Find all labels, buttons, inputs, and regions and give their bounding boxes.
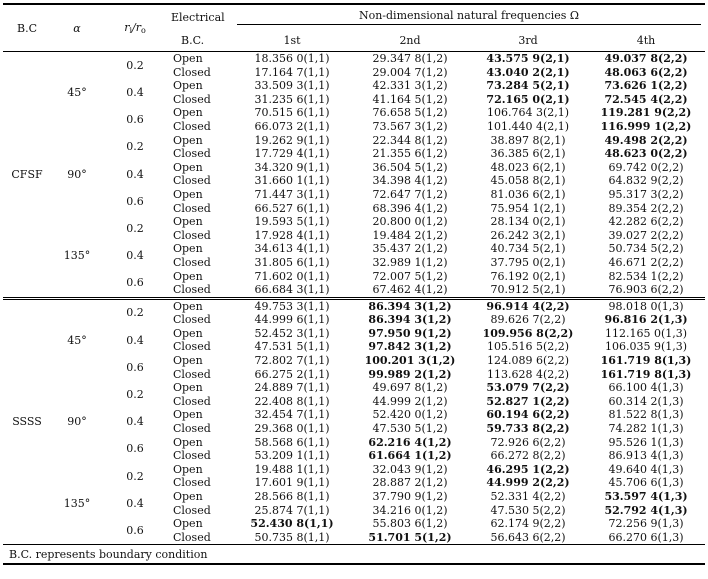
frequency-cell: 46.295 1(2,2)	[486, 462, 570, 476]
frequency-cell: 34.320 9(1,1)	[254, 160, 330, 174]
frequency-cell: 86.394 3(1,2)	[368, 313, 452, 327]
frequency-cell: 53.079 7(2,2)	[486, 381, 570, 395]
frequency-cell: 49.697 8(1,2)	[372, 381, 448, 395]
ratio-cell: 0.4	[126, 85, 144, 99]
frequency-cell: 49.753 3(1,1)	[254, 299, 330, 313]
frequency-cell: 52.420 0(1,2)	[372, 408, 448, 422]
frequency-cell: 60.194 6(2,2)	[486, 408, 570, 422]
electrical-bc-cell: Open	[173, 79, 203, 93]
frequency-cell: 42.282 6(2,2)	[608, 215, 684, 229]
frequency-cell: 74.282 1(1,3)	[608, 422, 684, 436]
header-mode-1: 1st	[233, 29, 351, 52]
table-row	[3, 517, 705, 531]
frequency-cell: 17.601 9(1,1)	[254, 476, 330, 490]
frequency-cell: 39.027 2(2,2)	[608, 228, 684, 242]
table-row	[3, 134, 705, 148]
frequency-cell: 49.640 4(1,3)	[608, 462, 684, 476]
frequency-cell: 28.134 0(2,1)	[490, 215, 566, 229]
frequency-cell: 34.216 0(1,2)	[372, 503, 448, 517]
frequency-cell: 76.192 0(2,1)	[490, 269, 566, 283]
frequency-cell: 82.534 1(2,2)	[608, 269, 684, 283]
table-row	[3, 354, 705, 368]
frequency-cell: 161.719 8(1,3)	[600, 367, 692, 381]
footnote: B.C. represents boundary condition	[3, 545, 705, 565]
frequency-cell: 113.628 4(2,2)	[486, 367, 570, 381]
frequency-cell: 56.643 6(2,2)	[490, 530, 566, 544]
frequency-cell: 22.408 8(1,1)	[254, 394, 330, 408]
table-row	[3, 327, 705, 341]
ratio-cell: 0.4	[126, 333, 144, 347]
frequency-cell: 40.734 5(2,1)	[490, 242, 566, 256]
frequency-cell: 45.058 8(2,1)	[490, 174, 566, 188]
frequency-cell: 124.089 6(2,2)	[486, 354, 570, 368]
electrical-bc-cell: Closed	[173, 119, 211, 133]
frequency-cell: 86.913 4(1,3)	[608, 449, 684, 463]
frequency-cell: 17.729 4(1,1)	[254, 147, 330, 161]
frequency-cell: 89.626 7(2,2)	[490, 313, 566, 327]
frequency-cell: 66.100 4(1,3)	[608, 381, 684, 395]
frequency-cell: 25.874 7(1,1)	[254, 503, 330, 517]
electrical-bc-cell: Open	[173, 133, 203, 147]
frequency-cell: 106.035 9(1,3)	[604, 340, 688, 354]
frequency-cell: 48.023 6(2,1)	[490, 160, 566, 174]
frequency-cell: 19.593 5(1,1)	[254, 215, 330, 229]
frequency-cell: 53.597 4(1,3)	[604, 490, 688, 503]
frequency-cell: 19.484 2(1,2)	[372, 228, 448, 242]
frequency-cell: 72.165 0(2,1)	[486, 92, 570, 106]
electrical-bc-cell: Open	[173, 52, 203, 65]
header-group: Non-dimensional natural frequencies Ω	[233, 4, 705, 29]
frequency-cell: 112.165 0(1,3)	[604, 326, 688, 340]
frequency-cell: 43.040 2(2,1)	[486, 65, 570, 79]
frequency-cell: 105.516 5(2,2)	[486, 340, 570, 354]
frequency-cell: 71.602 0(1,1)	[254, 269, 330, 283]
table-row	[3, 490, 705, 504]
frequency-cell: 67.462 4(1,2)	[351, 283, 469, 298]
frequency-cell: 50.735 8(1,1)	[254, 530, 330, 544]
electrical-bc-cell: Closed	[173, 65, 211, 79]
frequency-cell: 19.262 9(1,1)	[254, 133, 330, 147]
frequency-cell: 73.284 5(2,1)	[486, 79, 570, 93]
electrical-bc-cell: Open	[173, 354, 203, 368]
frequency-cell: 32.454 7(1,1)	[254, 408, 330, 422]
table-row	[3, 242, 705, 256]
electrical-bc-cell: Open	[173, 242, 203, 256]
ratio-cell: 0.6	[126, 360, 144, 374]
frequency-cell: 100.201 3(1,2)	[364, 354, 456, 368]
table-row	[3, 52, 705, 66]
frequency-cell: 55.803 6(1,2)	[372, 517, 448, 531]
frequency-cell: 52.827 1(2,2)	[486, 394, 570, 408]
header-electrical: Electrical	[167, 4, 233, 29]
ratio-cell: 0.6	[126, 523, 144, 537]
frequency-cell: 106.764 3(2,1)	[486, 106, 570, 120]
frequency-cell: 48.623 0(2,2)	[604, 147, 688, 161]
frequency-cell: 61.664 1(1,2)	[368, 449, 452, 463]
header-alpha: α	[51, 4, 103, 52]
electrical-bc-cell: Closed	[173, 367, 211, 381]
electrical-bc-cell: Open	[173, 215, 203, 229]
electrical-bc-cell: Closed	[173, 201, 211, 215]
table-row	[3, 79, 705, 93]
frequency-cell: 48.063 6(2,2)	[604, 65, 688, 79]
frequency-cell: 76.658 5(1,2)	[372, 106, 448, 120]
frequency-cell: 98.018 0(1,3)	[608, 299, 684, 313]
frequency-cell: 161.719 8(1,3)	[600, 354, 692, 368]
frequency-cell: 66.684 3(1,1)	[233, 283, 351, 298]
frequency-cell: 101.440 4(2,1)	[486, 119, 570, 133]
frequency-cell: 49.037 8(2,2)	[604, 52, 688, 65]
electrical-bc-cell: Open	[173, 326, 203, 340]
frequency-cell: 59.733 8(2,2)	[486, 422, 570, 436]
table-row	[3, 215, 705, 229]
frequency-cell: 38.897 8(2,1)	[490, 133, 566, 147]
ratio-cell: 0.2	[126, 306, 144, 320]
frequency-cell: 46.671 2(2,2)	[608, 255, 684, 269]
electrical-bc-cell: Open	[173, 462, 203, 476]
frequency-cell: 72.647 7(1,2)	[372, 187, 448, 201]
table-row	[3, 106, 705, 120]
ratio-cell: 0.6	[126, 194, 144, 208]
electrical-bc-cell: Open	[173, 106, 203, 120]
frequency-cell: 45.706 6(1,3)	[608, 476, 684, 490]
frequency-cell: 96.914 4(2,2)	[486, 299, 570, 313]
frequency-cell: 36.504 5(1,2)	[372, 160, 448, 174]
frequency-cell: 72.926 6(2,2)	[490, 435, 566, 449]
frequency-cell: 73.626 1(2,2)	[604, 79, 688, 93]
table-row	[3, 188, 705, 202]
frequency-cell: 70.912 5(2,1)	[469, 283, 587, 298]
frequency-cell: 43.575 9(2,1)	[486, 52, 570, 65]
frequency-cell: 29.347 8(1,2)	[372, 52, 448, 65]
ratio-cell: 0.2	[126, 140, 144, 154]
ratio-cell: 0.2	[126, 221, 144, 235]
frequency-cell: 97.950 9(1,2)	[368, 326, 452, 340]
electrical-bc-cell: Open	[173, 381, 203, 395]
header-mode-2: 2nd	[351, 29, 469, 52]
electrical-bc-cell: Closed	[173, 255, 211, 269]
frequency-cell: 29.368 0(1,1)	[254, 422, 330, 436]
frequency-cell: 99.989 2(1,2)	[368, 367, 452, 381]
frequency-cell: 109.956 8(2,2)	[482, 326, 574, 340]
electrical-bc-cell: Closed	[173, 530, 211, 544]
frequency-cell: 28.887 2(1,2)	[372, 476, 448, 490]
frequency-cell: 95.526 1(1,3)	[608, 435, 684, 449]
table-row	[3, 270, 705, 284]
frequency-cell: 66.272 8(2,2)	[490, 449, 566, 463]
frequency-cell: 21.355 6(1,2)	[372, 147, 448, 161]
frequency-cell: 64.832 9(2,2)	[608, 174, 684, 188]
electrical-bc-cell: Closed	[173, 147, 211, 161]
frequency-cell: 29.004 7(1,2)	[372, 65, 448, 79]
table-row	[3, 381, 705, 395]
frequency-cell: 52.792 4(1,3)	[604, 503, 688, 517]
frequency-cell: 53.209 1(1,1)	[254, 449, 330, 463]
frequency-cell: 51.701 5(1,2)	[368, 530, 452, 544]
header-ratio: $r_i/r_o$	[103, 4, 167, 52]
frequency-cell: 62.174 9(2,2)	[490, 517, 566, 531]
alpha-cell: 90°	[67, 167, 87, 181]
frequency-cell: 41.164 5(1,2)	[372, 92, 448, 106]
electrical-bc-cell: Open	[173, 187, 203, 201]
electrical-bc-cell: Closed	[173, 340, 211, 354]
frequency-cell: 31.660 1(1,1)	[254, 174, 330, 188]
frequency-cell: 72.802 7(1,1)	[254, 354, 330, 368]
frequency-cell: 66.073 2(1,1)	[254, 119, 330, 133]
frequency-cell: 71.447 3(1,1)	[254, 187, 330, 201]
frequency-cell: 34.398 4(1,2)	[372, 174, 448, 188]
frequency-cell: 37.795 0(2,1)	[490, 255, 566, 269]
frequency-cell: 44.999 2(1,2)	[372, 394, 448, 408]
electrical-bc-cell: Open	[173, 269, 203, 283]
frequency-cell: 28.566 8(1,1)	[254, 490, 330, 503]
frequency-cell: 44.999 2(2,2)	[486, 476, 570, 490]
electrical-bc-cell: Closed	[173, 503, 211, 517]
frequency-cell: 66.270 6(1,3)	[608, 530, 684, 544]
frequency-cell: 52.430 8(1,1)	[250, 517, 334, 531]
table-row	[3, 161, 705, 175]
frequency-cell: 47.531 5(1,1)	[254, 340, 330, 354]
frequency-cell: 72.007 5(1,2)	[372, 269, 448, 283]
table-body	[3, 52, 705, 545]
frequency-cell: 58.568 6(1,1)	[254, 435, 330, 449]
header-mode-4: 4th	[587, 29, 705, 52]
header-mode-3: 3rd	[469, 29, 587, 52]
frequency-cell: 75.954 1(2,1)	[490, 201, 566, 215]
frequency-cell: 31.805 6(1,1)	[254, 255, 330, 269]
ratio-cell: 0.2	[126, 388, 144, 402]
frequency-cell: 86.394 3(1,2)	[368, 299, 452, 313]
frequency-cell: 95.317 3(2,2)	[608, 187, 684, 201]
frequency-cell: 72.256 9(1,3)	[608, 517, 684, 531]
alpha-cell: 135°	[51, 215, 103, 298]
frequency-cell: 50.734 5(2,2)	[608, 242, 684, 256]
electrical-bc-cell: Open	[173, 490, 203, 503]
electrical-bc-cell: Closed	[173, 476, 211, 490]
frequency-cell: 73.567 3(1,2)	[372, 119, 448, 133]
ratio-cell: 0.2	[126, 58, 144, 72]
frequency-cell: 96.816 2(1,3)	[604, 313, 688, 327]
ratio-cell: 0.4	[126, 249, 144, 263]
electrical-bc-cell: Closed	[173, 449, 211, 463]
frequency-cell: 32.989 1(1,2)	[372, 255, 448, 269]
frequency-cell: 81.522 8(1,3)	[608, 408, 684, 422]
frequency-cell: 97.842 3(1,2)	[368, 340, 452, 354]
frequency-cell: 24.889 7(1,1)	[254, 381, 330, 395]
electrical-bc-cell: Closed	[173, 92, 211, 106]
frequency-cell: 119.281 9(2,2)	[600, 106, 692, 120]
frequency-cell: 18.356 0(1,1)	[254, 52, 330, 65]
frequency-cell: 22.344 8(1,2)	[372, 133, 448, 147]
alpha-cell: 45°	[67, 333, 87, 347]
electrical-bc-cell: Open	[173, 435, 203, 449]
frequency-cell: 33.509 3(1,1)	[254, 79, 330, 93]
frequency-cell: 26.242 3(2,1)	[490, 228, 566, 242]
electrical-bc-cell: Closed	[173, 394, 211, 408]
electrical-bc-cell: Open	[173, 408, 203, 422]
frequency-cell: 47.530 5(2,2)	[490, 503, 566, 517]
ratio-cell: 0.6	[103, 270, 167, 299]
header-bc: B.C	[3, 4, 51, 52]
electrical-bc-cell: Closed	[173, 174, 211, 188]
frequency-cell: 70.515 6(1,1)	[254, 106, 330, 120]
alpha-cell: 90°	[67, 415, 87, 429]
ratio-cell: 0.6	[126, 113, 144, 127]
frequency-cell: 76.903 6(2,2)	[587, 283, 705, 298]
electrical-bc-cell: Closed	[173, 422, 211, 436]
frequency-cell: 69.742 0(2,2)	[608, 160, 684, 174]
frequency-cell: 44.999 6(1,1)	[254, 313, 330, 327]
frequency-cell: 42.331 3(1,2)	[372, 79, 448, 93]
frequency-cell: 66.527 6(1,1)	[254, 201, 330, 215]
frequency-cell: 19.488 1(1,1)	[254, 462, 330, 476]
frequency-cell: 49.498 2(2,2)	[604, 133, 688, 147]
frequency-cell: 72.545 4(2,2)	[604, 92, 688, 106]
frequency-cell: 17.164 7(1,1)	[254, 65, 330, 79]
bc-cell: SSSS	[12, 415, 42, 429]
frequency-cell: 35.437 2(1,2)	[372, 242, 448, 256]
electrical-bc-cell: Open	[173, 160, 203, 174]
electrical-bc-cell: Closed	[167, 283, 233, 298]
frequency-cell: 52.331 4(2,2)	[490, 490, 566, 503]
bc-cell: CFSF	[3, 52, 51, 299]
ratio-cell: 0.4	[126, 496, 144, 510]
frequency-cell: 68.396 4(1,2)	[372, 201, 448, 215]
electrical-bc-cell: Closed	[173, 228, 211, 242]
frequency-cell: 32.043 9(1,2)	[372, 462, 448, 476]
alpha-cell: 135°	[63, 496, 91, 510]
table-row	[3, 408, 705, 422]
frequency-table	[3, 3, 705, 565]
table-row	[3, 463, 705, 477]
header-electrical-bc: B.C.	[167, 29, 233, 52]
frequency-cell: 89.354 2(2,2)	[608, 201, 684, 215]
frequency-cell: 17.928 4(1,1)	[254, 228, 330, 242]
frequency-cell: 20.800 0(1,2)	[372, 215, 448, 229]
frequency-cell: 52.452 3(1,1)	[254, 326, 330, 340]
table-row	[3, 298, 705, 313]
ratio-cell: 0.4	[126, 415, 144, 429]
frequency-cell: 81.036 6(2,1)	[490, 187, 566, 201]
frequency-cell: 36.385 6(2,1)	[490, 147, 566, 161]
electrical-bc-cell: Closed	[173, 313, 211, 327]
electrical-bc-cell: Open	[173, 299, 203, 313]
frequency-cell: 62.216 4(1,2)	[368, 435, 452, 449]
frequency-cell: 31.235 6(1,1)	[254, 92, 330, 106]
table-row	[3, 436, 705, 450]
ratio-cell: 0.6	[126, 442, 144, 456]
alpha-cell: 45°	[67, 85, 87, 99]
ratio-cell: 0.4	[126, 167, 144, 181]
frequency-cell: 116.999 1(2,2)	[600, 119, 692, 133]
frequency-cell: 66.275 2(1,1)	[254, 367, 330, 381]
ratio-cell: 0.2	[126, 469, 144, 483]
frequency-cell: 37.790 9(1,2)	[372, 490, 448, 503]
frequency-cell: 60.314 2(1,3)	[608, 394, 684, 408]
frequency-cell: 47.530 5(1,2)	[372, 422, 448, 436]
frequency-cell: 34.613 4(1,1)	[254, 242, 330, 256]
electrical-bc-cell: Open	[173, 517, 203, 531]
